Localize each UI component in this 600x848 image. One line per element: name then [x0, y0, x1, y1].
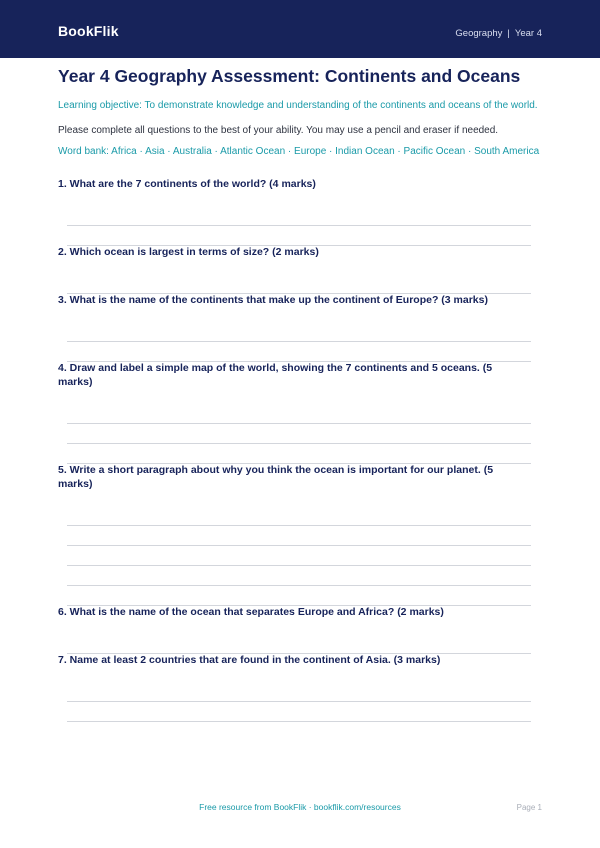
header-bar [0, 0, 600, 58]
answer-line[interactable] [67, 701, 531, 702]
answer-line[interactable] [67, 565, 531, 566]
question-4: 4. Draw and label a simple map of the world, showing the 7 continents and 5 oceans. (5 marks) [58, 362, 493, 389]
word-bank: Word bank: Africa · Asia · Australia · Atlantic Ocean · Europe · Indian Ocean · Pacific Ocean · South America [58, 146, 540, 157]
answer-line[interactable] [67, 545, 531, 546]
answer-line[interactable] [67, 225, 531, 226]
question-3: 3. What is the name of the continents that make up the continent of Europe? (3 marks) [58, 294, 488, 306]
answer-line[interactable] [67, 423, 531, 424]
breadcrumb [455, 28, 542, 39]
page-title: Year 4 Geography Assessment: Continents and Oceans [58, 66, 521, 86]
question-1: 1. What are the 7 continents of the world? (4 marks) [58, 178, 316, 190]
breadcrumb-separator: | [507, 28, 510, 39]
page-number: Page 1 [516, 803, 542, 812]
footer-link[interactable]: Free resource from BookFlik · bookflik.com/resources [199, 802, 401, 812]
learning-objective: Learning objective: To demonstrate knowledge and understanding of the continents and oceans of the world. [58, 100, 538, 111]
answer-line[interactable] [67, 721, 531, 722]
question-5: 5. Write a short paragraph about why you think the ocean is important for our planet. (5 marks) [58, 464, 494, 491]
year-label: Year 4 [514, 28, 542, 39]
question-2: 2. Which ocean is largest in terms of size? (2 marks) [58, 246, 319, 258]
question-6: 6. What is the name of the ocean that separates Europe and Africa? (2 marks) [58, 606, 444, 618]
instructions-text: Please complete all questions to the best of your ability. You may use a pencil and eraser if needed. [58, 125, 499, 136]
question-7: 7. Name at least 2 countries that are found in the continent of Asia. (3 marks) [58, 654, 441, 666]
brand-logo[interactable]: BookFlik [58, 23, 119, 39]
answer-line[interactable] [67, 585, 531, 586]
subject-label: Geography [455, 28, 503, 39]
answer-line[interactable] [67, 341, 531, 342]
answer-line[interactable] [67, 443, 531, 444]
answer-line[interactable] [67, 525, 531, 526]
